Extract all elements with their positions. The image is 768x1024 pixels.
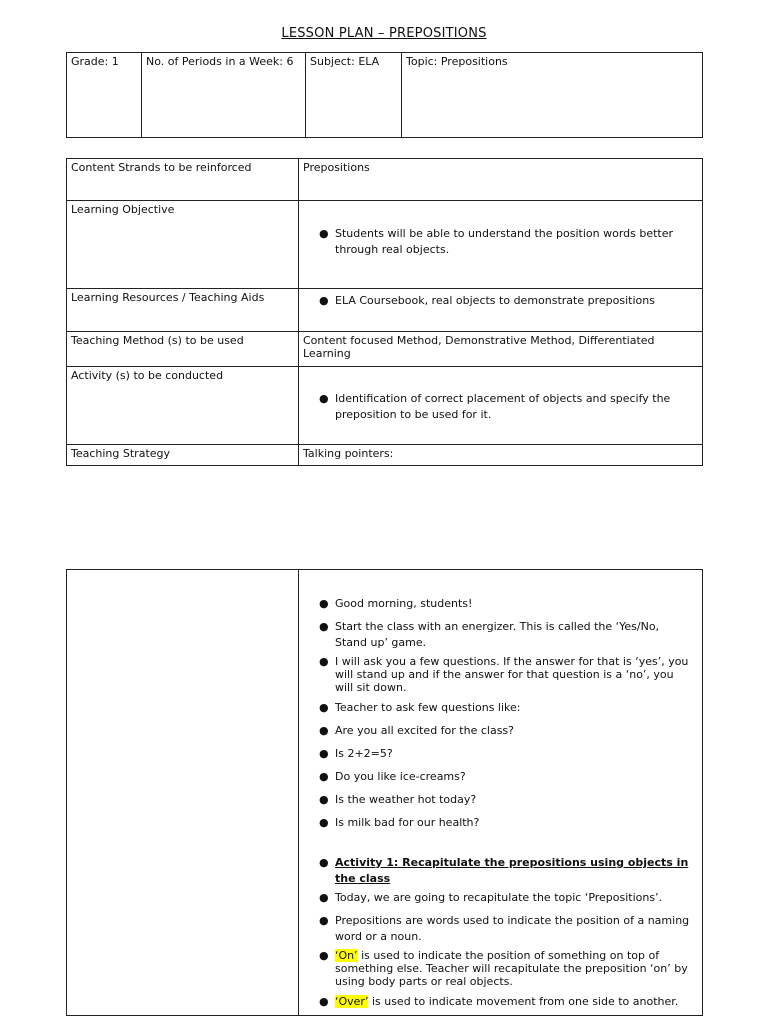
list-item: ● I will ask you a few questions. If the answer for that is ‘yes’, you will stand up and if the answer for that question is a ‘no’, you will sit down.	[335, 655, 692, 694]
content-strands-label: Content Strands to be reinforced	[67, 159, 299, 201]
periods-cell: No. of Periods in a Week: 6	[142, 53, 306, 138]
over-description: is used to indicate movement from one side to another.	[368, 995, 679, 1008]
talking-points-cell	[299, 570, 703, 1016]
page-title: LESSON PLAN – PREPOSITIONS	[281, 26, 487, 41]
lesson-header-table	[66, 52, 703, 138]
list-item: ● Is milk bad for our health?	[335, 815, 692, 831]
subject-cell: Subject: ELA	[306, 53, 402, 138]
activity-bullet: ● Identification of correct placement of objects and specify the preposition to be used for it.	[335, 391, 692, 423]
lesson-details-table	[66, 158, 703, 466]
list-item: ● Start the class with an energizer. This is called the ‘Yes/No, Stand up’ game.	[335, 619, 692, 651]
learning-objective-label: Learning Objective	[67, 201, 299, 289]
resources-value	[299, 289, 703, 332]
list-item: ● Is the weather hot today?	[335, 792, 692, 808]
on-description: is used to indicate the position of something on top of something else. Teacher will recapitulate the preposition ‘on’ by using body parts or real objects.	[335, 949, 688, 988]
objective-bullet: ● Students will be able to understand the position words better through real objects.	[335, 226, 692, 258]
activity1-heading-text: Activity 1: Recapitulate the prepositions using objects in the class	[335, 856, 689, 885]
list-item	[335, 949, 692, 988]
activity1-heading	[335, 855, 692, 887]
empty-left-cell	[67, 570, 299, 1016]
list-item: ● Good morning, students!	[335, 596, 692, 612]
topic-cell: Topic: Prepositions	[402, 53, 703, 138]
activity-label: Activity (s) to be conducted	[67, 367, 299, 445]
resources-label: Learning Resources / Teaching Aids	[67, 289, 299, 332]
teaching-method-label: Teaching Method (s) to be used	[67, 332, 299, 367]
teaching-strategy-label: Teaching Strategy	[67, 445, 299, 466]
list-item	[335, 994, 692, 1010]
highlight-over: ‘Over’	[335, 995, 369, 1008]
learning-objective-value	[299, 201, 703, 289]
list-item: ● Is 2+2=5?	[335, 746, 692, 762]
teaching-method-value: Content focused Method, Demonstrative Method, Differentiated Learning	[299, 332, 703, 367]
activity-value	[299, 367, 703, 445]
list-item: ● Are you all excited for the class?	[335, 723, 692, 739]
grade-cell: Grade: 1	[67, 53, 142, 138]
teaching-strategy-value: Talking pointers:	[299, 445, 703, 466]
highlight-on: ‘On’	[335, 949, 358, 962]
talking-points-table	[66, 569, 703, 1016]
list-item: ● Today, we are going to recapitulate the topic ‘Prepositions’.	[335, 890, 692, 906]
list-item: ● Teacher to ask few questions like:	[335, 700, 692, 716]
resources-bullet: ● ELA Coursebook, real objects to demonstrate prepositions	[335, 293, 692, 309]
list-item: ● Prepositions are words used to indicate the position of a naming word or a noun.	[335, 913, 692, 945]
content-strands-value: Prepositions	[299, 159, 703, 201]
list-item: ● Do you like ice-creams?	[335, 769, 692, 785]
